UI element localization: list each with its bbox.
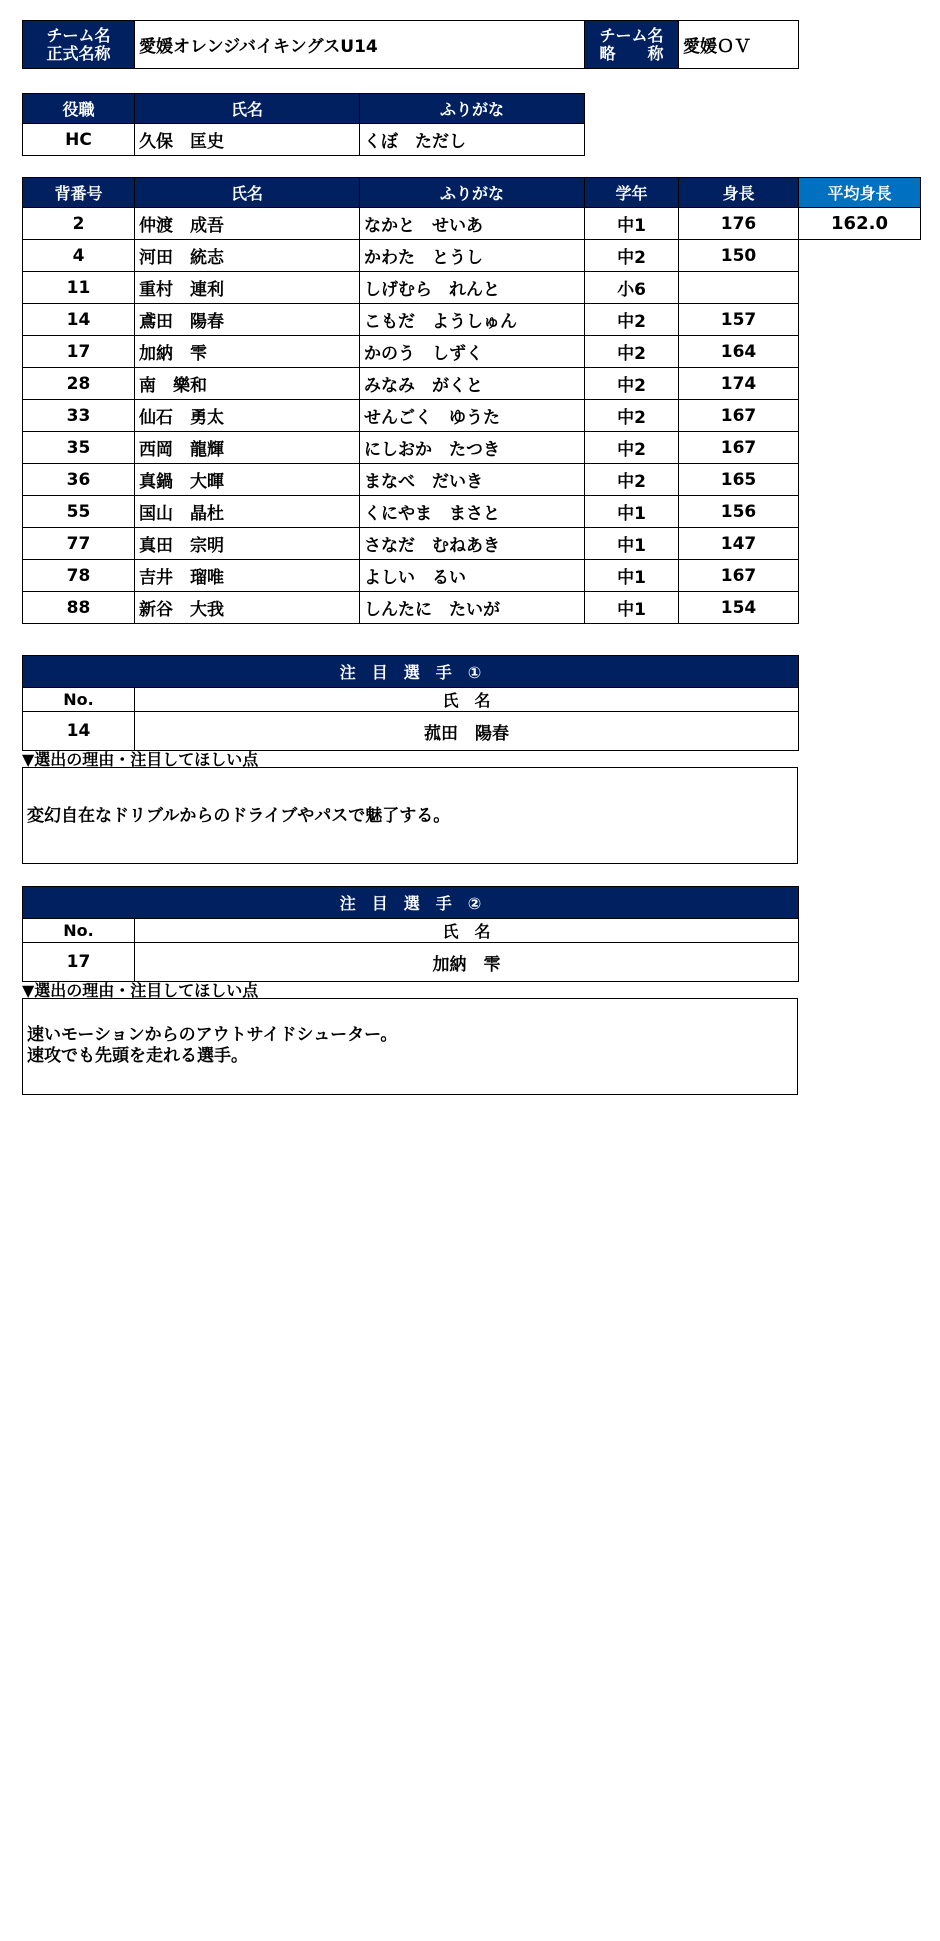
featured-player-2-name: 加納 雫 bbox=[135, 943, 799, 982]
player-furigana: しげむら れんと bbox=[360, 272, 585, 304]
roster-table-body bbox=[22, 239, 799, 624]
player-name: 仙石 勇太 bbox=[135, 400, 360, 432]
player-height: 164 bbox=[679, 336, 799, 368]
player-grade: 中2 bbox=[585, 432, 679, 464]
featured-player-1-title: 注 目 選 手 ① bbox=[23, 656, 799, 688]
featured-2-reason-label: ▼選出の理由・注目してほしい点 bbox=[22, 981, 259, 1000]
table-row bbox=[23, 368, 799, 400]
player-grade: 中2 bbox=[585, 400, 679, 432]
player-name: 新谷 大我 bbox=[135, 592, 360, 624]
player-name: 南 樂和 bbox=[135, 368, 360, 400]
official-team-name: 愛媛オレンジバイキングスU14 bbox=[135, 21, 585, 69]
player-height: 167 bbox=[679, 560, 799, 592]
featured-1-reason-box bbox=[22, 767, 798, 864]
player-name: 河田 統志 bbox=[135, 240, 360, 272]
featured-player-1-name: 菰田 陽春 bbox=[135, 712, 799, 751]
player-name: 加納 雫 bbox=[135, 336, 360, 368]
featured-no-label: No. bbox=[23, 919, 135, 943]
player-grade: 中1 bbox=[585, 496, 679, 528]
staff-header-name: 氏名 bbox=[135, 94, 360, 124]
featured-name-label: 氏 名 bbox=[135, 688, 799, 712]
table-row bbox=[23, 208, 921, 240]
table-row bbox=[23, 528, 799, 560]
staff-header-furigana: ふりがな bbox=[360, 94, 585, 124]
player-number: 4 bbox=[23, 240, 135, 272]
player-number: 35 bbox=[23, 432, 135, 464]
player-height: 157 bbox=[679, 304, 799, 336]
player-height: 174 bbox=[679, 368, 799, 400]
player-grade: 中1 bbox=[585, 592, 679, 624]
table-row bbox=[23, 560, 799, 592]
player-name: 仲渡 成吾 bbox=[135, 208, 360, 240]
player-furigana: かのう しずく bbox=[360, 336, 585, 368]
staff-role: HC bbox=[23, 124, 135, 156]
player-grade: 中2 bbox=[585, 464, 679, 496]
player-number: 33 bbox=[23, 400, 135, 432]
player-grade: 中2 bbox=[585, 240, 679, 272]
player-height: 176 bbox=[679, 208, 799, 240]
table-row bbox=[23, 592, 799, 624]
player-name: 吉井 瑠唯 bbox=[135, 560, 360, 592]
table-row bbox=[23, 272, 799, 304]
player-name: 重村 連利 bbox=[135, 272, 360, 304]
player-height: 167 bbox=[679, 432, 799, 464]
short-team-name: 愛媛ＯＶ bbox=[679, 21, 799, 69]
roster-header-furigana: ふりがな bbox=[360, 178, 585, 208]
player-furigana: さなだ むねあき bbox=[360, 528, 585, 560]
player-number: 2 bbox=[23, 208, 135, 240]
roster-header-grade: 学年 bbox=[585, 178, 679, 208]
staff-header-role: 役職 bbox=[23, 94, 135, 124]
average-height-value: 162.0 bbox=[799, 208, 921, 240]
player-grade: 中1 bbox=[585, 528, 679, 560]
player-grade: 中1 bbox=[585, 208, 679, 240]
player-furigana: せんごく ゆうた bbox=[360, 400, 585, 432]
staff-name: 久保 匡史 bbox=[135, 124, 360, 156]
player-name: 真田 宗明 bbox=[135, 528, 360, 560]
player-furigana: まなべ だいき bbox=[360, 464, 585, 496]
featured-player-1-number: 14 bbox=[23, 712, 135, 751]
player-furigana: なかと せいあ bbox=[360, 208, 585, 240]
player-furigana: みなみ がくと bbox=[360, 368, 585, 400]
table-row bbox=[23, 304, 799, 336]
player-number: 78 bbox=[23, 560, 135, 592]
player-furigana: くにやま まさと bbox=[360, 496, 585, 528]
player-height: 150 bbox=[679, 240, 799, 272]
roster-header-name: 氏名 bbox=[135, 178, 360, 208]
roster-header-height: 身長 bbox=[679, 178, 799, 208]
player-grade: 小6 bbox=[585, 272, 679, 304]
featured-1-reason-line: 変幻自在なドリブルからのドライブやパスで魅了する。 bbox=[27, 806, 451, 826]
player-height: 154 bbox=[679, 592, 799, 624]
player-name: 鳶田 陽春 bbox=[135, 304, 360, 336]
player-name: 西岡 龍輝 bbox=[135, 432, 360, 464]
table-row bbox=[23, 496, 799, 528]
featured-player-2-number: 17 bbox=[23, 943, 135, 982]
roster-table bbox=[22, 177, 921, 240]
player-furigana: こもだ ようしゅん bbox=[360, 304, 585, 336]
player-furigana: しんたに たいが bbox=[360, 592, 585, 624]
player-height bbox=[679, 272, 799, 304]
player-number: 36 bbox=[23, 464, 135, 496]
player-furigana: にしおか たつき bbox=[360, 432, 585, 464]
player-grade: 中1 bbox=[585, 560, 679, 592]
table-row bbox=[23, 464, 799, 496]
player-furigana: よしい るい bbox=[360, 560, 585, 592]
featured-2-reason-box bbox=[22, 998, 798, 1095]
player-name: 真鍋 大暉 bbox=[135, 464, 360, 496]
player-number: 17 bbox=[23, 336, 135, 368]
player-grade: 中2 bbox=[585, 368, 679, 400]
player-number: 88 bbox=[23, 592, 135, 624]
featured-1-reason-label: ▼選出の理由・注目してほしい点 bbox=[22, 750, 259, 769]
player-height: 167 bbox=[679, 400, 799, 432]
short-name-label: チーム名 略 称 bbox=[585, 21, 679, 69]
roster-header-number: 背番号 bbox=[23, 178, 135, 208]
player-number: 55 bbox=[23, 496, 135, 528]
staff-table bbox=[22, 93, 585, 156]
player-grade: 中2 bbox=[585, 304, 679, 336]
player-furigana: かわた とうし bbox=[360, 240, 585, 272]
table-row bbox=[23, 432, 799, 464]
player-number: 11 bbox=[23, 272, 135, 304]
featured-player-2-table bbox=[22, 886, 799, 982]
player-number: 28 bbox=[23, 368, 135, 400]
featured-no-label: No. bbox=[23, 688, 135, 712]
featured-2-reason-line: 速いモーションからのアウトサイドシューター。 bbox=[27, 1025, 398, 1045]
featured-2-reason-line: 速攻でも先頭を走れる選手。 bbox=[27, 1046, 248, 1066]
table-row bbox=[23, 240, 799, 272]
average-height-header: 平均身長 bbox=[799, 178, 921, 208]
table-row bbox=[23, 336, 799, 368]
featured-name-label: 氏 名 bbox=[135, 919, 799, 943]
official-name-label: チーム名 正式名称 bbox=[23, 21, 135, 69]
featured-player-1-table bbox=[22, 655, 799, 751]
player-height: 165 bbox=[679, 464, 799, 496]
featured-player-2-title: 注 目 選 手 ② bbox=[23, 887, 799, 919]
player-height: 156 bbox=[679, 496, 799, 528]
player-number: 14 bbox=[23, 304, 135, 336]
player-grade: 中2 bbox=[585, 336, 679, 368]
player-name: 国山 晶杜 bbox=[135, 496, 360, 528]
player-height: 147 bbox=[679, 528, 799, 560]
staff-furigana: くぼ ただし bbox=[360, 124, 585, 156]
team-name-table bbox=[22, 20, 799, 69]
player-number: 77 bbox=[23, 528, 135, 560]
table-row bbox=[23, 400, 799, 432]
